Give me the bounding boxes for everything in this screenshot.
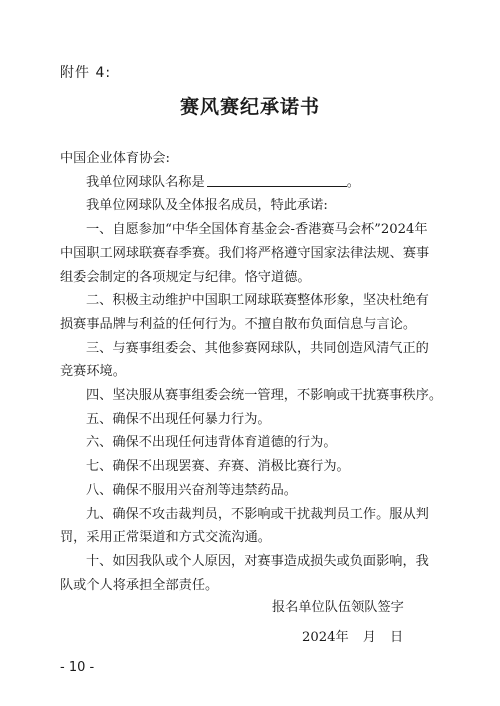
pledge-line: 一、自愿参加“中华全国体育基金会-香港赛马会杯”2024年	[86, 222, 428, 238]
attachment-label: 附件 4:	[60, 65, 112, 81]
pledge-line: 六、确保不出现任何违背体育道德的行为。	[86, 435, 337, 451]
team-name-line	[60, 171, 446, 195]
pledge-line: 队或个人将承担全部责任。	[60, 577, 219, 593]
signature-date	[302, 626, 403, 645]
pledge-line: 组委会制定的各项规定与纪律。恪守道德。	[60, 269, 311, 285]
team-name-prefix: 我单位网球队名称是	[86, 174, 205, 190]
pledge-line: 罚，采用正常渠道和方式交流沟通。	[60, 530, 271, 546]
salutation: 中国企业体育协会:	[60, 151, 170, 166]
pledge-line: 五、确保不出现任何暴力行为。	[86, 411, 271, 427]
pledge-line: 七、确保不出现罢赛、弃赛、消极比赛行为。	[86, 459, 350, 475]
team-name-suffix: 。	[346, 174, 360, 190]
pledge-line: 八、确保不服用兴奋剂等违禁药品。	[86, 482, 297, 498]
page-number: - 10 -	[60, 660, 95, 675]
letter-body	[60, 147, 446, 597]
team-name-blank	[207, 172, 347, 187]
pledge-line: 九、确保不攻击裁判员，不影响或干扰裁判员工作。服从判	[86, 506, 429, 522]
pledge-line: 损赛事品牌与利益的任何行为。不擅自散布负面信息与言论。	[60, 316, 417, 332]
pledge-line: 十、如因我队或个人原因，对赛事造成损失或负面影响，我	[86, 553, 429, 569]
document-title: 赛风赛纪承诺书	[179, 96, 320, 118]
signature-label: 报名单位队伍领队签字	[272, 600, 404, 615]
pledge-list	[60, 218, 446, 597]
pledge-line: 竞赛环境。	[60, 364, 126, 380]
intro-line: 我单位网球队及全体报名成员，特此承诺:	[86, 198, 328, 214]
pledge-line: 二、积极主动维护中国职工网球联赛整体形象，坚决杜绝有	[86, 293, 429, 309]
date-day: 日	[389, 630, 404, 645]
pledge-line: 四、坚决服从赛事组委会统一管理，不影响或干扰赛事秩序。	[86, 388, 443, 404]
pledge-line: 三、与赛事组委会、其他参赛网球队，共同创造风清气正的	[86, 340, 429, 356]
date-month: 月	[362, 630, 376, 645]
date-year: 2024年	[302, 630, 349, 645]
pledge-line: 中国职工网球联赛春季赛。我们将严格遵守国家法律法规、赛事	[60, 245, 430, 261]
